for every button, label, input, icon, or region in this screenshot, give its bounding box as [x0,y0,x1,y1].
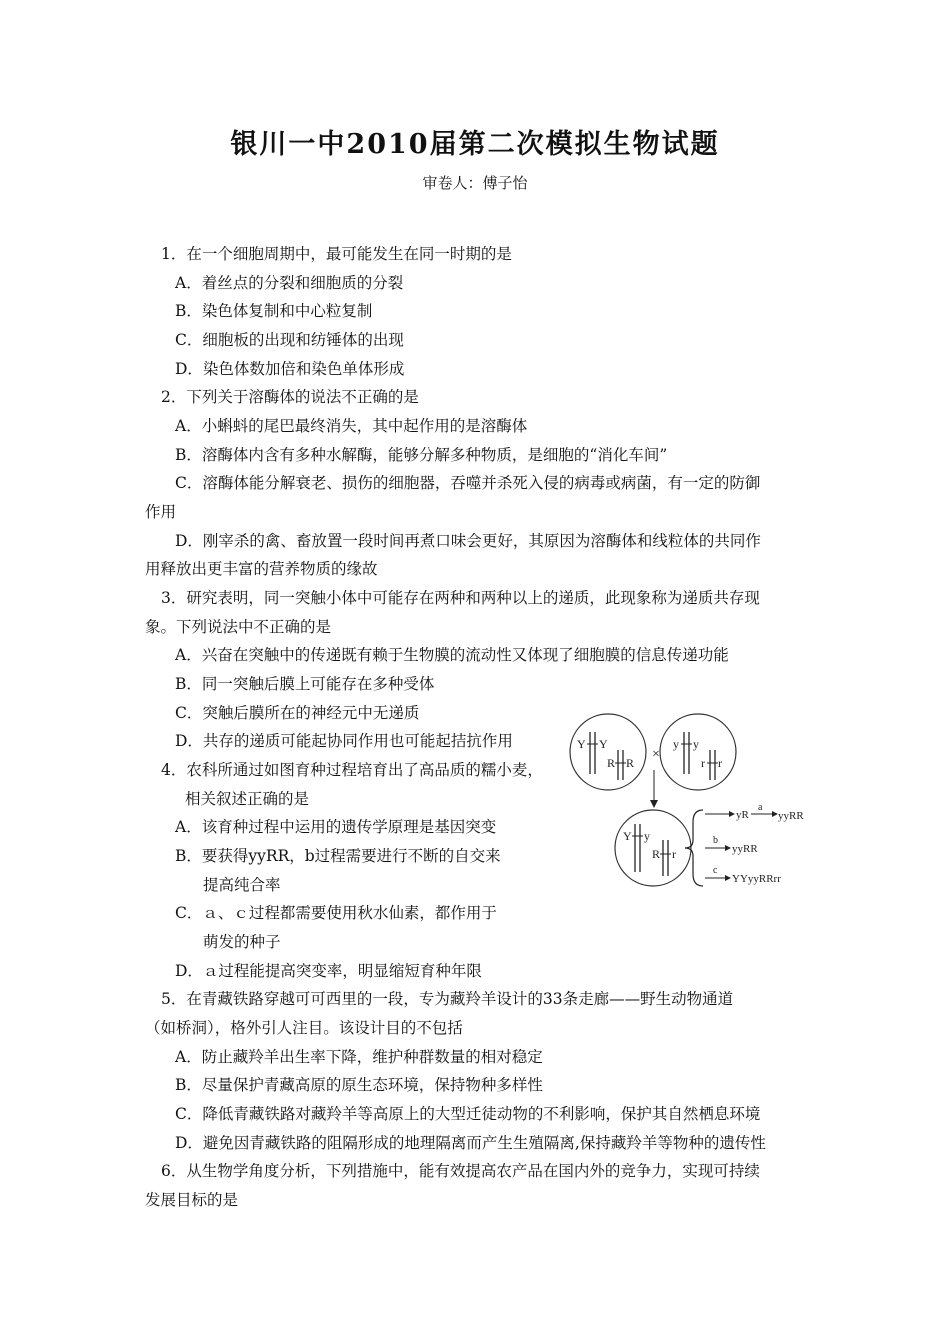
parent-1-r-right: R [626,756,635,770]
question-3-option-c: C．突触后膜所在的神经元中无递质 [175,704,420,722]
question-5-stem-line1: 5．在青藏铁路穿越可可西里的一段，专为藏羚羊设计的33条走廊——野生动物通道 [161,990,734,1008]
question-2-option-c-line2: 作用 [145,503,177,521]
question-4-stem-line1: 4．农科所通过如图育种过程培育出了高品质的糯小麦， [161,761,543,779]
branch-b-arrow-head [725,845,731,851]
question-5-option-d: D．避免因青藏铁路的阻隔形成的地理隔离而产生生殖隔离,保持藏羚羊等物种的遗传性 [175,1134,766,1152]
branch-b-label: b [713,835,718,846]
question-4-option-b-line1: B．要获得yyRR，b过程需要进行不断的自交来 [175,847,501,865]
question-5-option-a: A．防止藏羚羊出生率下降，维护种群数量的相对稳定 [175,1048,543,1066]
f1-r-right: r [672,847,676,861]
branch-brace [685,810,703,886]
question-3-option-a: A．兴奋在突触中的传递既有赖于生物膜的流动性又体现了细胞膜的信息传递功能 [175,646,729,664]
page-title: 银川一中2010届第二次模拟生物试题 [230,129,720,160]
question-4-option-d: D．ａ过程能提高突变率，明显缩短育种年限 [175,962,482,980]
parent-1-allele-left: Y [577,737,586,751]
question-2-stem: 2．下列关于溶酶体的说法不正确的是 [161,388,419,406]
question-3-stem-line2: 象。下列说法中不正确的是 [145,618,332,636]
question-3-stem-line1: 3．研究表明，同一突触小体中可能存在两种和两种以上的递质，此现象称为递质共存现 [161,589,760,607]
parent-2-cell [660,714,736,790]
question-4-option-b-line2: 提高纯合率 [203,876,281,894]
parent-2-allele-left: y [673,737,679,751]
question-5-stem-line2: （如桥洞），格外引人注目。该设计目的不包括 [145,1019,463,1037]
branch-c-result: YYyyRRrr [732,873,781,885]
branch-a-arrow-head [729,811,735,817]
cross-symbol: × [652,747,660,762]
branch-b-result: yyRR [732,843,758,855]
question-4-option-c-line1: C．ａ、ｃ过程都需要使用秋水仙素，都作用于 [175,904,497,922]
parent-1-r-left: R [607,756,616,770]
question-2-option-d-line2: 用释放出更丰富的营养物质的缘故 [145,560,378,578]
question-2-option-b: B．溶酶体内含有多种水解酶，能够分解多种物质，是细胞的“消化车间” [175,446,668,464]
question-1-option-c: C．细胞板的出现和纺锤体的出现 [175,331,404,349]
question-6-stem-line2: 发展目标的是 [145,1191,239,1209]
f1-r-left: R [652,847,661,861]
branch-c-arrow-head [725,875,731,881]
f1-allele-left: Y [623,829,632,843]
question-2-option-a: A．小蝌蚪的尾巴最终消失，其中起作用的是溶酶体 [175,417,528,435]
question-3-option-d: D．共存的递质可能起协同作用也可能起拮抗作用 [175,732,513,750]
breeding-diagram [565,712,815,892]
question-3-option-b: B．同一突触后膜上可能存在多种受体 [175,675,435,693]
question-5-option-b: B．尽量保护青藏高原的原生态环境，保持物种多样性 [175,1076,543,1094]
question-4-option-a: A．该育种过程中运用的遗传学原理是基因突变 [175,818,497,836]
parent-2-allele-right: y [693,737,699,751]
question-4-option-c-line2: 萌发的种子 [203,933,281,951]
branch-a-intermediate: yR [736,809,749,821]
parent-2-r-left: r [701,756,705,770]
branch-a-label: a [758,802,763,813]
reviewer-line: 审卷人：傅子怡 [422,174,528,192]
question-2-option-d-line1: D．刚宰杀的禽、畜放置一段时间再煮口味会更好，其原因为溶酶体和线粒体的共同作 [175,532,761,550]
question-6-stem-line1: 6．从生物学角度分析，下列措施中，能有效提高农产品在国内外的竞争力，实现可持续 [161,1162,760,1180]
parent-1-allele-right: Y [599,737,608,751]
parent-1-cell [570,714,646,790]
parent-2-r-right: r [718,756,722,770]
branch-c-label: c [713,865,718,876]
question-4-stem-line2: 相关叙述正确的是 [185,790,310,808]
question-2-option-c-line1: C．溶酶体能分解衰老、损伤的细胞器，吞噬并杀死入侵的病毒或病菌，有一定的防御 [175,474,761,492]
question-1-option-b: B．染色体复制和中心粒复制 [175,302,373,320]
question-1-option-d: D．染色体数加倍和染色单体形成 [175,360,405,378]
branch-a-result: yyRR [778,810,804,822]
question-1-stem: 1．在一个细胞周期中，最可能发生在同一时期的是 [161,245,512,263]
down-arrow-head [650,800,658,808]
f1-allele-right: y [644,829,650,843]
question-5-option-c: C．降低青藏铁路对藏羚羊等高原上的大型迁徒动物的不利影响，保护其自然栖息环境 [175,1105,761,1123]
question-1-option-a: A．着丝点的分裂和细胞质的分裂 [175,274,404,292]
